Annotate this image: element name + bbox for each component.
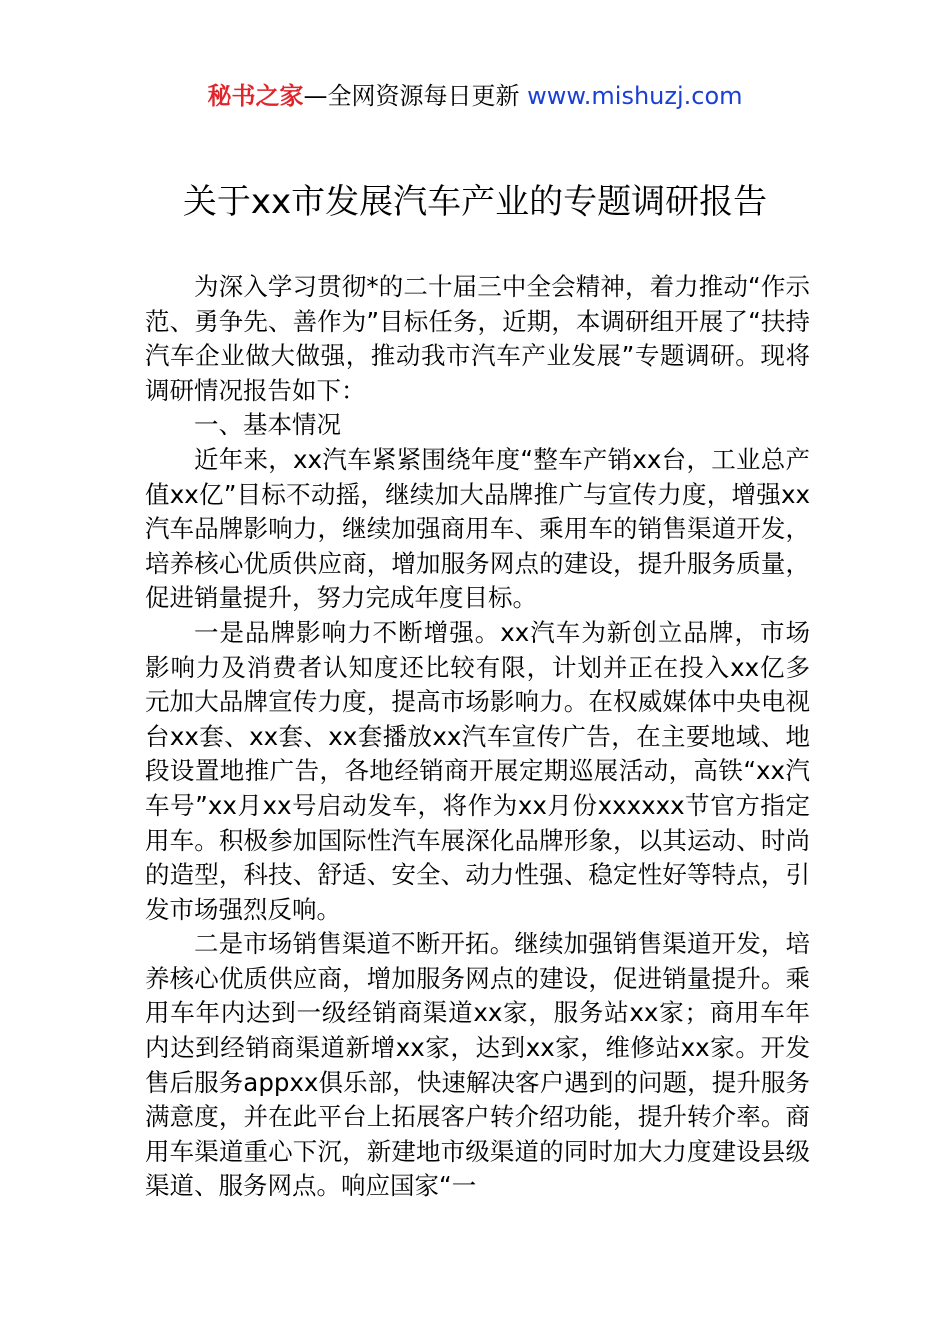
section-heading-basic-situation: 一、基本情况	[194, 410, 341, 440]
paragraph-overview: 近年来，xx汽车紧紧围绕年度“整车产销xx台，工业总产值xx亿”目标不动摇，继续加大品牌推广与宣传力度，增强xx汽车品牌影响力，继续加强商用车、乘用车的销售渠道开发，培养核心优质供应商，增加服务网点的建设，提升服务质量，促进销量提升，努力完成年度目标。	[145, 444, 810, 613]
site-url-link[interactable]: www.mishuzj.com	[527, 82, 743, 110]
document-body	[145, 270, 810, 1204]
site-header	[0, 80, 950, 112]
paragraph-brand-influence: 一是品牌影响力不断增强。xx汽车为新创立品牌，市场影响力及消费者认知度还比较有限，计划并正在投入xx亿多元加大品牌宣传力度，提高市场影响力。在权威媒体中央电视台xx套、xx套、xx套播放xx汽车宣传广告，在主要地域、地段设置地推广告，各地经销商开展定期巡展活动，高铁“xx汽车号”xx月xx号启动发车，将作为xx月份xxxxxx节官方指定用车。积极参加国际性汽车展深化品牌形象，以其运动、时尚的造型，科技、舒适、安全、动力性强、稳定性好等特点，引发市场强烈反响。	[145, 617, 810, 924]
brand-name: 秘书之家	[207, 82, 304, 110]
header-slogan: —全网资源每日更新	[303, 82, 528, 110]
paragraph-intro: 为深入学习贯彻*的二十届三中全会精神，着力推动“作示范、勇争先、善作为”目标任务，近期，本调研组开展了“扶持汽车企业做大做强，推动我市汽车产业发展”专题调研。现将调研情况报告如下：	[145, 272, 810, 405]
paragraph-sales-channels: 二是市场销售渠道不断开拓。继续加强销售渠道开发，培养核心优质供应商，增加服务网点的建设，促进销量提升。乘用车年内达到一级经销商渠道xx家，服务站xx家；商用车年内达到经销商渠道新增xx家，达到xx家，维修站xx家。开发售后服务appxx俱乐部，快速解决客户遇到的问题，提升服务满意度，并在此平台上拓展客户转介绍功能，提升转介率。商用车渠道重心下沉，新建地市级渠道的同时加大力度建设县级渠道、服务网点。响应国家“一	[145, 929, 810, 1201]
document-title: 关于xx市发展汽车产业的专题调研报告	[182, 182, 768, 222]
